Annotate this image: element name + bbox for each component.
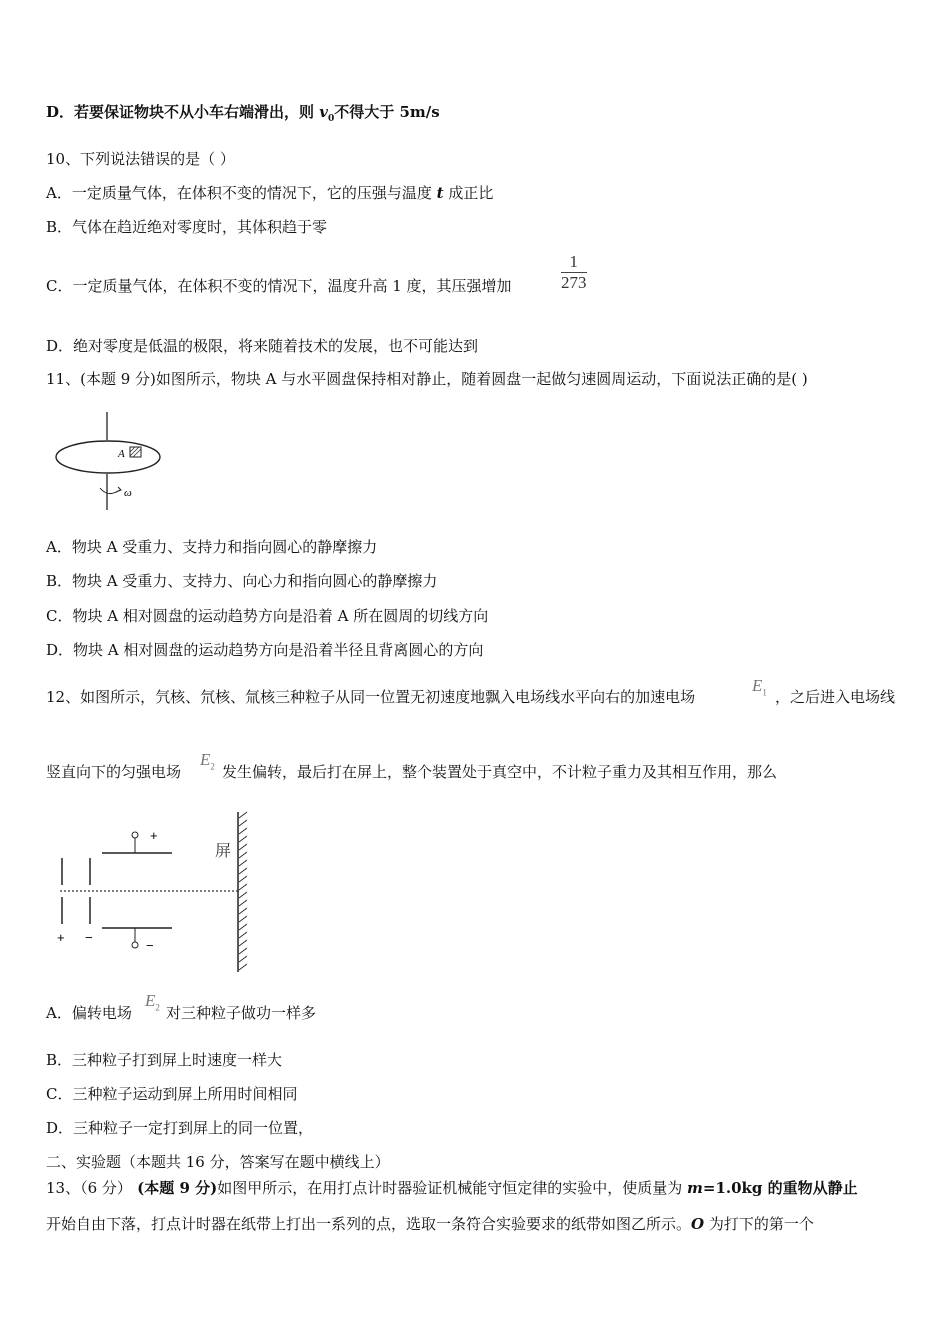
deflection-apparatus-figure xyxy=(52,810,257,975)
accel-minus-label: − xyxy=(85,930,93,945)
q13-line1: 13、（6 分） (本题 9 分)如图甲所示，在用打点计时器验证机械能守恒定律的实验中，使质量为 m=1.0kg 的重物从静止 xyxy=(46,1179,858,1197)
q12-stem-line2-tail: 发生偏转，最后打在屏上，整个装置处于真空中，不计粒子重力及其相互作用，那么 xyxy=(222,763,778,781)
q11-stem: 11、(本题 9 分)如图所示，物块 A 与水平圆盘保持相对静止，随着圆盘一起做匀速圆周运动，下面说法正确的是( ) xyxy=(46,370,808,388)
label-a: A xyxy=(118,448,125,460)
q11-option-d: D．物块 A 相对圆盘的运动趋势方向是沿着半径且背离圆心的方向 xyxy=(46,641,484,659)
q10-option-d: D．绝对零度是低温的极限，将来随着技术的发展，也不可能达到 xyxy=(46,337,479,355)
symbol-e2: $E_2$ xyxy=(200,750,215,772)
upper-plus-label: + xyxy=(150,828,158,843)
q12-stem-line2: 竖直向下的匀强电场 xyxy=(46,763,182,781)
q9-option-d: D．若要保证物块不从小车右端滑出，则 $v_0$不得大于 5m/s xyxy=(46,103,440,124)
block-a xyxy=(130,447,141,457)
q12-option-a-pre: A．偏转电场 xyxy=(46,1004,132,1022)
q13-line2: 开始自由下落，打点计时器在纸带上打出一系列的点，选取一条符合实验要求的纸带如图乙所示。O 为打下的第一个 xyxy=(46,1215,814,1233)
accel-plus-label: + xyxy=(57,930,65,945)
q10-option-b: B．气体在趋近绝对零度时，其体积趋于零 xyxy=(46,218,328,236)
symbol-e2-option-a: $E_2$ xyxy=(145,991,160,1013)
lower-minus-label: − xyxy=(146,938,154,953)
q12-option-d: D．三种粒子一定打到屏上的同一位置， xyxy=(46,1119,314,1137)
q10-option-c: C．一定质量气体，在体积不变的情况下，温度升高 1 度，其压强增加 xyxy=(46,277,512,295)
q12-stem-line1: 12、如图所示，氕核、氘核、氚核三种粒子从同一位置无初速度地飘入电场线水平向右的加速电场 xyxy=(46,688,696,706)
q12-stem-line1-tail: ，之后进入电场线 xyxy=(775,688,896,706)
q12-option-a-post: 对三种粒子做功一样多 xyxy=(166,1004,317,1022)
screen-label: 屏 xyxy=(215,841,232,860)
q10-option-a: A．一定质量气体，在体积不变的情况下，它的压强与温度 t 成正比 xyxy=(46,184,494,202)
section-2-title: 二、实验题（本题共 16 分，答案写在题中横线上） xyxy=(46,1153,390,1171)
symbol-e1: $E_1$ xyxy=(752,676,767,698)
fraction-1-over-273: $\frac{1}{273}$ xyxy=(561,252,587,292)
q11-option-a: A．物块 A 受重力、支持力和指向圆心的静摩擦力 xyxy=(46,538,378,556)
rotating-disc-figure xyxy=(52,410,172,515)
q12-option-b: B．三种粒子打到屏上时速度一样大 xyxy=(46,1051,283,1069)
label-omega: ω xyxy=(124,487,132,499)
q11-option-c: C．物块 A 相对圆盘的运动趋势方向是沿着 A 所在圆周的切线方向 xyxy=(46,607,489,625)
q12-option-c: C．三种粒子运动到屏上所用时间相同 xyxy=(46,1085,298,1103)
q10-stem: 10、下列说法错误的是（ ） xyxy=(46,150,235,168)
q11-option-b: B．物块 A 受重力、支持力、向心力和指向圆心的静摩擦力 xyxy=(46,572,438,590)
